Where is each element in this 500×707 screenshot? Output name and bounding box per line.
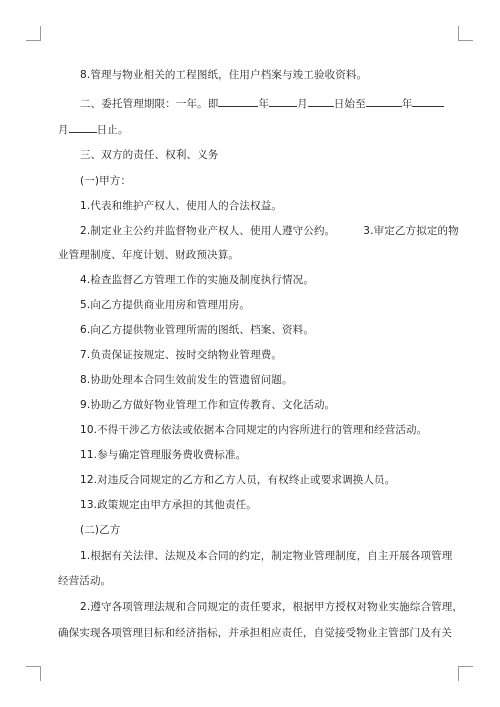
party-a-heading: (一)甲方：: [80, 175, 132, 187]
crop-mark-top-right: [458, 26, 473, 41]
a-item-2-3: 2.制定业主公约并监督物业产权人、使用人遵守公约。 3.审定乙方拟定的物: [80, 225, 459, 237]
blank-month: [269, 95, 297, 107]
blank-year: [218, 95, 258, 107]
blank-day: [308, 95, 334, 107]
a-item-9: 9.协助乙方做好物业管理工作和宣传教育、文化活动。: [80, 399, 336, 411]
b-item-2-cont: 确保实现各项管理目标和经济指标，并承担相应责任，自觉接受物业主管部门及有关: [58, 627, 453, 639]
a-item-12: 12.对违反合同规定的乙方和乙方人员，有权终止或要求调换人员。: [80, 474, 396, 486]
a-item-8: 8.协助处理本合同生效前发生的管遗留问题。: [80, 374, 293, 386]
a-item-4: 4.检查监督乙方管理工作的实施及制度执行情况。: [80, 274, 314, 286]
a-item-6: 6.向乙方提供物业管理所需的图纸、档案、资料。: [80, 324, 314, 336]
blank-end-day: [69, 121, 97, 133]
party-b-heading: (二)乙方: [80, 524, 121, 536]
b-item-2: 2.遵守各项管理法规和合同规定的责任要求，根据甲方授权对物业实施综合管理，: [80, 601, 464, 613]
a-item-5: 5.向乙方提供商业用房和管理用房。: [80, 299, 251, 311]
crop-mark-bottom-right: [458, 666, 473, 681]
a-item-10: 10.不得干涉乙方依法或依据本合同规定的内容所进行的管理和经营活动。: [80, 424, 428, 436]
a-item-11: 11.参与确定管理服务费收费标准。: [80, 449, 247, 461]
crop-mark-bottom-left: [26, 666, 41, 681]
blank-end-month-1: [412, 95, 444, 107]
section-3-heading: 三、双方的责任、权利、义务: [80, 149, 219, 161]
b-item-1-cont: 经营活动。: [58, 575, 112, 587]
term-period-line: 二、委托管理期限：一年。即 年 月 日始至 年: [80, 95, 470, 111]
b-item-1: 1.根据有关法律、法规及本合同的约定，制定物业管理制度，自主开展各项管理: [80, 550, 453, 562]
a-item-3-cont: 业管理制度、年度计划、财政预决算。: [58, 249, 240, 261]
term-period-line-2: 月 日止。: [58, 121, 448, 137]
item-8-drawings: 8.管理与物业相关的工程图纸，住用户档案与竣工验收资料。: [80, 69, 368, 81]
blank-end-year: [366, 95, 402, 107]
crop-mark-top-left: [26, 26, 41, 41]
a-item-1: 1.代表和维护产权人、使用人的合法权益。: [80, 200, 283, 212]
a-item-13: 13.政策规定由甲方承担的其他责任。: [80, 499, 257, 511]
a-item-7: 7.负责保证按规定、按时交纳物业管理费。: [80, 349, 283, 361]
